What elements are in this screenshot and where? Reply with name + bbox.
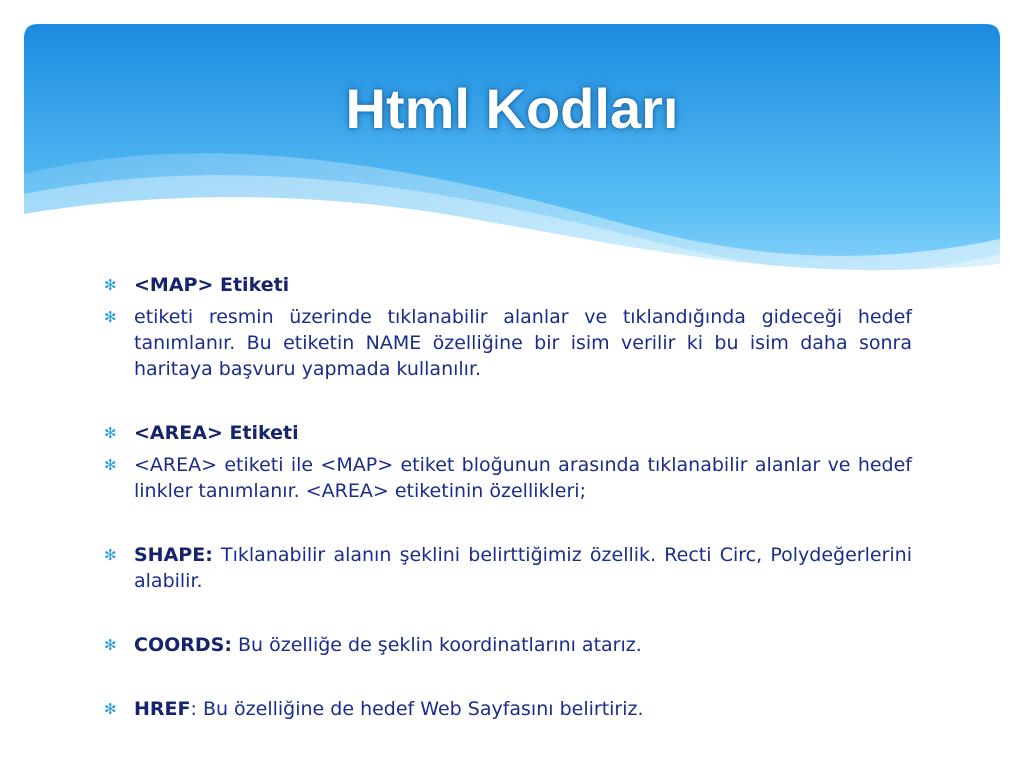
item-heading: COORDS:: [134, 634, 232, 656]
item-heading: SHAPE:: [134, 544, 213, 566]
item-heading: <MAP> Etiketi: [134, 274, 290, 296]
bullet-icon: ✻: [104, 546, 117, 564]
bullet-icon: ✻: [104, 456, 117, 474]
list-item: [100, 696, 912, 722]
bullet-list: [100, 272, 912, 722]
list-item: [100, 420, 912, 446]
list-item: [100, 542, 912, 594]
item-heading: HREF: [134, 698, 191, 720]
item-text: : Bu özelliğine de hedef Web Sayfasını belirtiriz.: [190, 698, 644, 720]
item-text: Bu özelliğe de şeklin koordinatlarını atarız.: [231, 634, 642, 656]
list-item: [100, 452, 912, 504]
wave-background: [24, 24, 1000, 294]
bullet-icon: ✻: [104, 308, 117, 326]
bullet-icon: ✻: [104, 276, 117, 294]
bullet-icon: ✻: [104, 424, 117, 442]
bullet-icon: ✻: [104, 700, 117, 718]
item-text: etiketi resmin üzerinde tıklanabilir alanlar ve tıklandığında gideceği hedef tanımlanır. Bu etiketin NAME özelliğine bir isim verilir ki bu isim daha sonra haritaya başvuru yapmada kullanılır.: [134, 306, 912, 380]
item-heading: <AREA> Etiketi: [134, 422, 299, 444]
item-text: <AREA> etiketi ile <MAP> etiket bloğunun arasında tıklanabilir alanlar ve hedef linkler tanımlanır. <AREA> etiketinin özellikleri;: [134, 454, 912, 502]
slide-title: Html Kodları: [345, 77, 679, 140]
header-banner: [24, 24, 1000, 294]
item-text: Tıklanabilir alanın şeklini belirttiğimiz özellik. Recti Circ, Polydeğerlerini alabilir.: [134, 544, 912, 592]
bullet-icon: ✻: [104, 636, 117, 654]
list-item: [100, 304, 912, 382]
list-item: [100, 272, 912, 298]
list-item: [100, 632, 912, 658]
